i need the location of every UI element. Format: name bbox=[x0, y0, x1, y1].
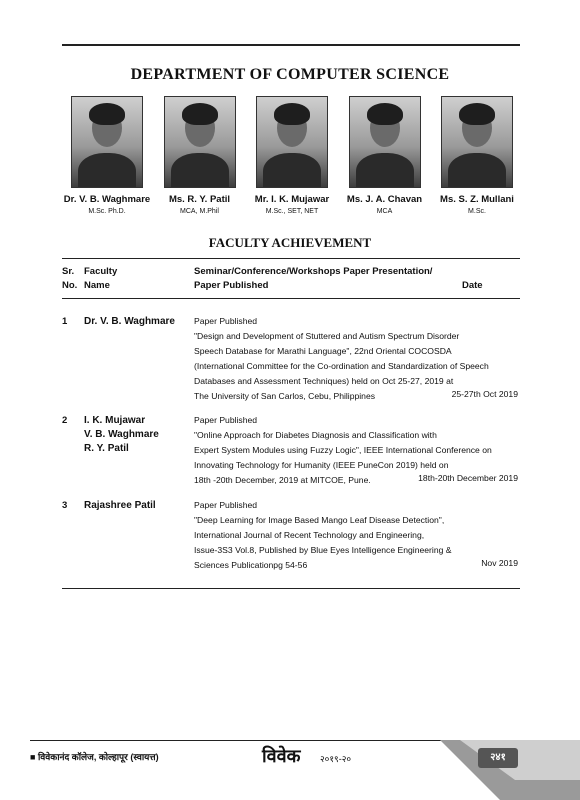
faculty-name: Mr. I. K. Mujawar bbox=[254, 194, 330, 205]
row-description: Paper Published "Deep Learning for Image Based Mango Leaf Disease Detection", International Journal of Recent Technology and Engineering, Issue-3S3 Vol.8, Published by Blue Eyes Intelligence Engineering & Sciences Publicationpg 54-56 bbox=[194, 500, 452, 570]
faculty-qualification: M.Sc., SET, NET bbox=[265, 208, 319, 215]
table-top-rule bbox=[62, 258, 520, 259]
faculty-name: Ms. S. Z. Mullani bbox=[440, 194, 514, 205]
row-number: 1 bbox=[62, 316, 68, 327]
header-faculty: Faculty Name bbox=[84, 266, 118, 291]
faculty-card bbox=[247, 96, 337, 215]
row-description: Paper Published "Design and Development of Stuttered and Autism Spectrum Disorder Speech Database for Marathi Language", 22nd Oriental COCOSDA (International Committee for the Co-ordination and Standardization of Speech Databases and Assessment Techniques) held on Oct 25-27, 2019 at The University of San Carlos, Cebu, Philippines bbox=[194, 316, 489, 401]
faculty-card bbox=[340, 96, 430, 215]
page-number: २४१ bbox=[478, 748, 518, 768]
table-bottom-rule bbox=[62, 588, 520, 589]
faculty-qualification: M.Sc. Ph.D. bbox=[88, 208, 126, 215]
faculty-photo bbox=[256, 96, 328, 188]
top-rule bbox=[62, 44, 520, 46]
faculty-photo bbox=[441, 96, 513, 188]
row-number: 2 bbox=[62, 415, 68, 426]
footer-college: ■ विवेकानंद कॉलेज, कोल्हापूर (स्वायत्त) bbox=[30, 752, 159, 762]
row-faculty: Dr. V. B. Waghmare bbox=[84, 316, 175, 327]
faculty-qualification: M.Sc. bbox=[468, 208, 486, 215]
faculty-card bbox=[155, 96, 245, 215]
row-date: 18th-20th December 2019 bbox=[418, 473, 518, 483]
header-date: Date bbox=[462, 280, 483, 291]
faculty-qualification: MCA bbox=[376, 208, 393, 215]
faculty-qualification: MCA, M.Phil bbox=[180, 208, 219, 215]
row-description: Paper Published "Online Approach for Diabetes Diagnosis and Classification with Expert System Modules using Fuzzy Logic", IEEE International Conference on Innovating Technology for Humanity (IEEE PuneCon 2019) held on 18th -20th December, 2019 at MITCOE, Pune. bbox=[194, 415, 492, 485]
section-title: FACULTY ACHIEVEMENT bbox=[208, 235, 372, 250]
row-number: 3 bbox=[62, 500, 68, 511]
header-seminar: Seminar/Conference/Workshops Paper Presentation/ Paper Published bbox=[194, 266, 433, 291]
table-header-rule bbox=[62, 298, 520, 299]
row-date: Nov 2019 bbox=[481, 558, 518, 568]
row-date: 25-27th Oct 2019 bbox=[451, 389, 518, 399]
faculty-name: Ms. J. A. Chavan bbox=[346, 194, 423, 205]
faculty-card bbox=[62, 96, 152, 215]
faculty-photo bbox=[349, 96, 421, 188]
faculty-photo bbox=[71, 96, 143, 188]
faculty-card bbox=[432, 96, 522, 215]
row-faculty: Rajashree Patil bbox=[84, 500, 156, 511]
faculty-name: Ms. R. Y. Patil bbox=[168, 194, 231, 205]
magazine-logo: विवेक bbox=[262, 746, 301, 767]
faculty-photos bbox=[62, 96, 522, 215]
header-sr: Sr. No. bbox=[62, 266, 78, 291]
department-title: DEPARTMENT OF COMPUTER SCIENCE bbox=[130, 66, 450, 83]
faculty-photo bbox=[164, 96, 236, 188]
bullet-icon: ■ bbox=[30, 752, 38, 762]
footer-year: २०१९-२० bbox=[320, 754, 352, 764]
faculty-name: Dr. V. B. Waghmare bbox=[63, 194, 151, 205]
row-faculty: I. K. Mujawar V. B. Waghmare R. Y. Patil bbox=[84, 415, 159, 454]
